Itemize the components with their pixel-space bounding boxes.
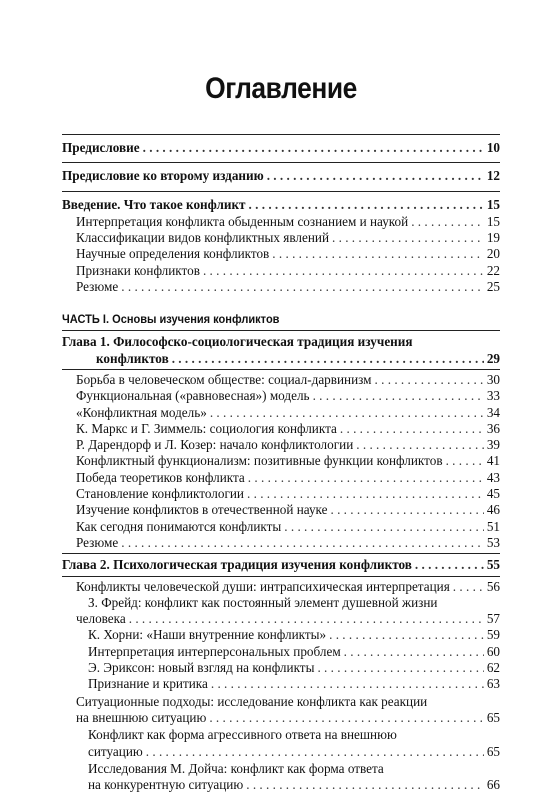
dot-leader xyxy=(248,470,484,486)
toc-entry-page: 63 xyxy=(486,676,500,692)
toc-entry-page: 20 xyxy=(486,246,500,262)
dot-leader xyxy=(317,660,483,676)
toc-entry-page: 51 xyxy=(486,518,500,534)
toc-entry-sec2-line1[interactable]: Ситуационные подходы: исследование конфликта как реакции xyxy=(76,693,428,709)
table-of-contents xyxy=(62,134,500,793)
toc-entry-freud[interactable] xyxy=(62,611,500,627)
toc-entry-intro[interactable] xyxy=(62,197,500,213)
toc-entry-page: 33 xyxy=(486,388,500,404)
toc-entry-label: К. Маркс и Г. Зиммель: социология конфликта xyxy=(76,420,337,436)
toc-entry-label: человека xyxy=(76,611,126,627)
toc-entry-label: на конкурентную ситуацию xyxy=(88,777,244,793)
toc-entry-page: 53 xyxy=(486,534,500,550)
dot-leader xyxy=(453,579,484,595)
dot-leader xyxy=(203,263,484,279)
toc-entry-page: 22 xyxy=(486,262,500,278)
toc-entry-label: Становление конфликтологии xyxy=(76,486,244,502)
toc-entry-interpersonal[interactable] xyxy=(62,644,500,660)
toc-entry-page: 25 xyxy=(486,279,500,295)
divider xyxy=(62,369,500,370)
dot-leader xyxy=(249,197,484,213)
toc-entry-label: Признание и критика xyxy=(88,676,208,692)
dot-leader xyxy=(121,535,484,551)
part-heading[interactable]: ЧАСТЬ I. Основы изучения конфликтов xyxy=(62,312,280,327)
toc-entry-page: 19 xyxy=(486,230,500,246)
dot-leader xyxy=(375,372,484,388)
toc-entry-label: на внешнюю ситуацию xyxy=(76,709,207,725)
toc-entry-page: 12 xyxy=(486,168,500,184)
toc-entry-label: Глава 2. Психологическая традиция изучения конфликтов xyxy=(62,557,412,573)
toc-entry-label: Изучение конфликтов в отечественной науке xyxy=(76,502,328,518)
toc-entry-label: Предисловие ко второму изданию xyxy=(62,168,264,184)
toc-entry-page: 41 xyxy=(486,453,500,469)
toc-entry-page: 65 xyxy=(486,743,500,759)
toc-entry-page: 39 xyxy=(486,437,500,453)
toc-entry-intro-5[interactable] xyxy=(62,279,500,295)
dot-leader xyxy=(129,611,484,627)
divider xyxy=(62,576,500,577)
toc-entry-page: 66 xyxy=(486,777,500,793)
toc-entry-label: Предисловие xyxy=(62,140,140,155)
toc-entry-label: Резюме xyxy=(76,534,119,550)
toc-entry-aggr[interactable] xyxy=(62,744,500,760)
chapter1-title-line1[interactable]: Глава 1. Философско-социологическая традиция изучения xyxy=(62,334,413,350)
dot-leader xyxy=(344,644,484,660)
toc-entry-label: Победа теоретиков конфликта xyxy=(76,469,245,485)
toc-entry-critique[interactable] xyxy=(62,676,500,692)
toc-entry-deutsch[interactable] xyxy=(62,777,500,793)
toc-entry-label: Интерпретация интерперсональных проблем xyxy=(88,643,341,659)
toc-entry-label: Р. Дарендорф и Л. Козер: начало конфликтологии xyxy=(76,437,354,453)
toc-entry-page: 15 xyxy=(486,213,500,229)
divider xyxy=(62,191,500,192)
dot-leader xyxy=(356,437,484,453)
toc-entry-label: Конфликты человеческой души: интрапсихическая интерпретация xyxy=(76,578,450,594)
divider xyxy=(62,330,500,331)
toc-entry-ch1-8[interactable] xyxy=(62,486,500,502)
toc-entry-page: 43 xyxy=(486,469,500,485)
toc-entry-page: 30 xyxy=(486,371,500,387)
top-rule xyxy=(62,134,500,135)
toc-entry-label: Интерпретация конфликта обыденным сознанием и наукой xyxy=(76,213,409,229)
toc-entry-label: Резюме xyxy=(76,279,119,295)
dot-leader xyxy=(272,246,484,262)
dot-leader xyxy=(340,421,484,437)
toc-entry-page: 34 xyxy=(486,404,500,420)
toc-entry-ch1-10[interactable] xyxy=(62,519,500,535)
toc-entry-ch2-sec1[interactable] xyxy=(62,579,500,595)
dot-leader xyxy=(411,214,484,230)
page-title: Оглавление xyxy=(205,72,357,105)
dot-leader xyxy=(329,627,484,643)
toc-entry-label: Борьба в человеческом обществе: социал-дарвинизм xyxy=(76,371,372,387)
toc-entry-ch1-6[interactable] xyxy=(62,453,500,469)
toc-entry-deutsch-line1[interactable]: Исследования М. Дойча: конфликт как форма ответа xyxy=(88,760,384,776)
toc-entry-sec2[interactable] xyxy=(62,710,500,726)
toc-entry-intro-1[interactable] xyxy=(62,214,500,230)
dot-leader xyxy=(172,351,484,367)
toc-entry-chapter1[interactable] xyxy=(62,351,500,367)
dot-leader xyxy=(332,230,484,246)
divider xyxy=(62,162,500,163)
toc-entry-page: 55 xyxy=(486,557,500,573)
toc-entry-page: 56 xyxy=(486,578,500,594)
dot-leader xyxy=(330,502,483,518)
toc-entry-label: Э. Эриксон: новый взгляд на конфликты xyxy=(88,660,315,676)
toc-entry-ch1-11[interactable] xyxy=(62,535,500,551)
toc-entry-label: Конфликтный функционализм: позитивные функции конфликтов xyxy=(76,453,443,469)
dot-leader xyxy=(121,279,484,295)
toc-entry-label: Как сегодня понимаются конфликты xyxy=(76,518,282,534)
toc-entry-page: 29 xyxy=(486,350,500,366)
divider xyxy=(62,553,500,554)
dot-leader xyxy=(210,405,484,421)
toc-entry-ch1-3[interactable] xyxy=(62,405,500,421)
toc-entry-ch1-9[interactable] xyxy=(62,502,500,518)
toc-entry-label: К. Хорни: «Наши внутренние конфликты» xyxy=(88,627,327,643)
toc-entry-erikson[interactable] xyxy=(62,660,500,676)
toc-entry-label: Классификации видов конфликтных явлений xyxy=(76,230,330,246)
dot-leader xyxy=(211,676,484,692)
dot-leader xyxy=(146,744,484,760)
toc-entry-ch1-5[interactable] xyxy=(62,437,500,453)
toc-entry-label: ситуацию xyxy=(88,743,143,759)
dot-leader xyxy=(143,140,484,156)
toc-entry-preface2[interactable] xyxy=(62,168,500,184)
toc-entry-page: 15 xyxy=(486,196,500,212)
toc-entry-intro-4[interactable] xyxy=(62,263,500,279)
toc-entry-page: 45 xyxy=(486,486,500,502)
toc-entry-chapter2[interactable] xyxy=(62,557,500,573)
dot-leader xyxy=(209,710,484,726)
toc-entry-label: Признаки конфликтов xyxy=(76,262,200,278)
dot-leader xyxy=(313,388,484,404)
toc-entry-ch1-1[interactable] xyxy=(62,372,500,388)
toc-entry-label: конфликтов xyxy=(96,350,169,366)
dot-leader xyxy=(446,453,484,469)
toc-entry-ch1-4[interactable] xyxy=(62,421,500,437)
toc-entry-freud-line1[interactable]: З. Фрейд: конфликт как постоянный элемент душевной жизни xyxy=(88,594,438,610)
toc-entry-page: 36 xyxy=(486,420,500,436)
toc-entry-page: 62 xyxy=(486,660,500,676)
toc-entry-aggr-line1[interactable]: Конфликт как форма агрессивного ответа на внешнюю xyxy=(88,727,397,743)
toc-entry-ch1-2[interactable] xyxy=(62,388,500,404)
toc-entry-intro-3[interactable] xyxy=(62,246,500,262)
toc-entry-ch1-7[interactable] xyxy=(62,470,500,486)
dot-leader xyxy=(284,519,484,535)
dot-leader xyxy=(246,777,484,793)
toc-entry-page: 59 xyxy=(486,627,500,643)
toc-entry-label: Введение. Что такое конфликт xyxy=(62,196,246,212)
toc-entry-page: 60 xyxy=(486,643,500,659)
toc-entry-label: Научные определения конфликтов xyxy=(76,246,270,262)
toc-entry-intro-2[interactable] xyxy=(62,230,500,246)
toc-entry-label: Функциональная («равновесная») модель xyxy=(76,388,310,404)
toc-entry-horney[interactable] xyxy=(62,627,500,643)
toc-entry-page: 65 xyxy=(486,709,500,725)
toc-entry-label: «Конфликтная модель» xyxy=(76,404,207,420)
toc-entry-page: 10 xyxy=(486,140,500,155)
toc-entry-page: 57 xyxy=(486,611,500,627)
dot-leader xyxy=(247,486,484,502)
dot-leader xyxy=(415,557,484,573)
dot-leader xyxy=(267,168,484,184)
toc-entry-preface[interactable] xyxy=(62,140,500,156)
toc-entry-page: 46 xyxy=(486,502,500,518)
